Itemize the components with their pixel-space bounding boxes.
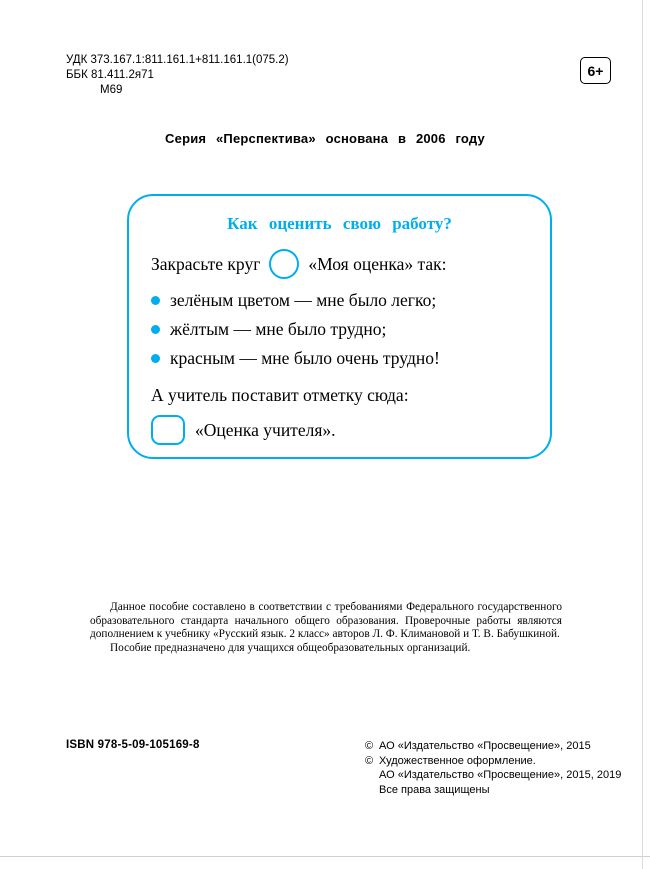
copyright-mark bbox=[365, 783, 379, 798]
teacher-mark-row bbox=[151, 415, 528, 445]
self-assessment-box bbox=[127, 194, 552, 459]
bullet-label: жёлтым — мне было трудно; bbox=[170, 319, 387, 340]
copyright-mark: © bbox=[365, 754, 374, 767]
instruction-text-after: «Моя оценка» так: bbox=[308, 254, 447, 274]
copyright-text: Все права защищены bbox=[379, 783, 490, 796]
classification-block bbox=[66, 53, 289, 98]
copyright-block bbox=[365, 739, 621, 797]
self-assessment-title: Как оценить свою работу? bbox=[227, 214, 452, 233]
instruction-text-before: Закрасьте круг bbox=[151, 254, 261, 274]
page-edge-line bbox=[0, 856, 650, 857]
bullet-label: красным — мне было очень трудно! bbox=[170, 348, 440, 369]
teacher-line: А учитель поставит отметку сюда: bbox=[151, 385, 409, 406]
page-edge-line bbox=[642, 0, 643, 869]
copyright-mark: © bbox=[365, 740, 374, 752]
annotation-block bbox=[90, 601, 562, 655]
classification-code: М69 bbox=[100, 84, 123, 96]
color-legend-list bbox=[151, 290, 528, 369]
bullet-dot-icon bbox=[151, 354, 160, 363]
annotation-paragraph-2: Пособие предназначено для учащихся общеобразовательных организаций. bbox=[110, 641, 471, 654]
copyright-line bbox=[365, 783, 621, 798]
copyright-line bbox=[365, 754, 621, 769]
bullet-label: зелёным цветом — мне было легко; bbox=[170, 290, 437, 311]
list-item bbox=[151, 290, 528, 311]
age-rating-badge: 6+ bbox=[580, 57, 611, 84]
copyright-text: АО «Издательство «Просвещение», 2015, 2019 bbox=[379, 769, 622, 781]
teacher-mark-square-icon bbox=[151, 415, 185, 445]
bullet-dot-icon bbox=[151, 325, 160, 334]
series-line: Серия «Перспектива» основана в 2006 году bbox=[165, 131, 485, 146]
copyright-line bbox=[365, 739, 621, 754]
annotation-paragraph-1: Данное пособие составлено в соответствии с требованиями Федерального государственного образовательного стандарта начального общего образования. Проверочные работы являются дополнением к учебнику «Русский язык. 2 класс» авторов Л. Ф. Климановой и Т. В. Бабушкиной. bbox=[90, 601, 562, 641]
isbn: ISBN 978-5-09-105169-8 bbox=[66, 739, 200, 751]
copyright-text: АО «Издательство «Просвещение», 2015 bbox=[379, 740, 591, 752]
bbk-line: ББК 81.411.2я71 bbox=[66, 69, 154, 81]
my-mark-circle-icon bbox=[269, 249, 299, 279]
list-item bbox=[151, 319, 528, 340]
udk-line: УДК 373.167.1:811.161.1+811.161.1(075.2) bbox=[66, 54, 289, 66]
instruction-line bbox=[151, 248, 528, 282]
list-item bbox=[151, 348, 528, 369]
copyright-line bbox=[365, 768, 621, 783]
teacher-mark-label: «Оценка учителя». bbox=[195, 419, 336, 440]
copyright-text: Художественное оформление. bbox=[379, 754, 536, 767]
copyright-mark bbox=[365, 768, 379, 783]
bullet-dot-icon bbox=[151, 296, 160, 305]
